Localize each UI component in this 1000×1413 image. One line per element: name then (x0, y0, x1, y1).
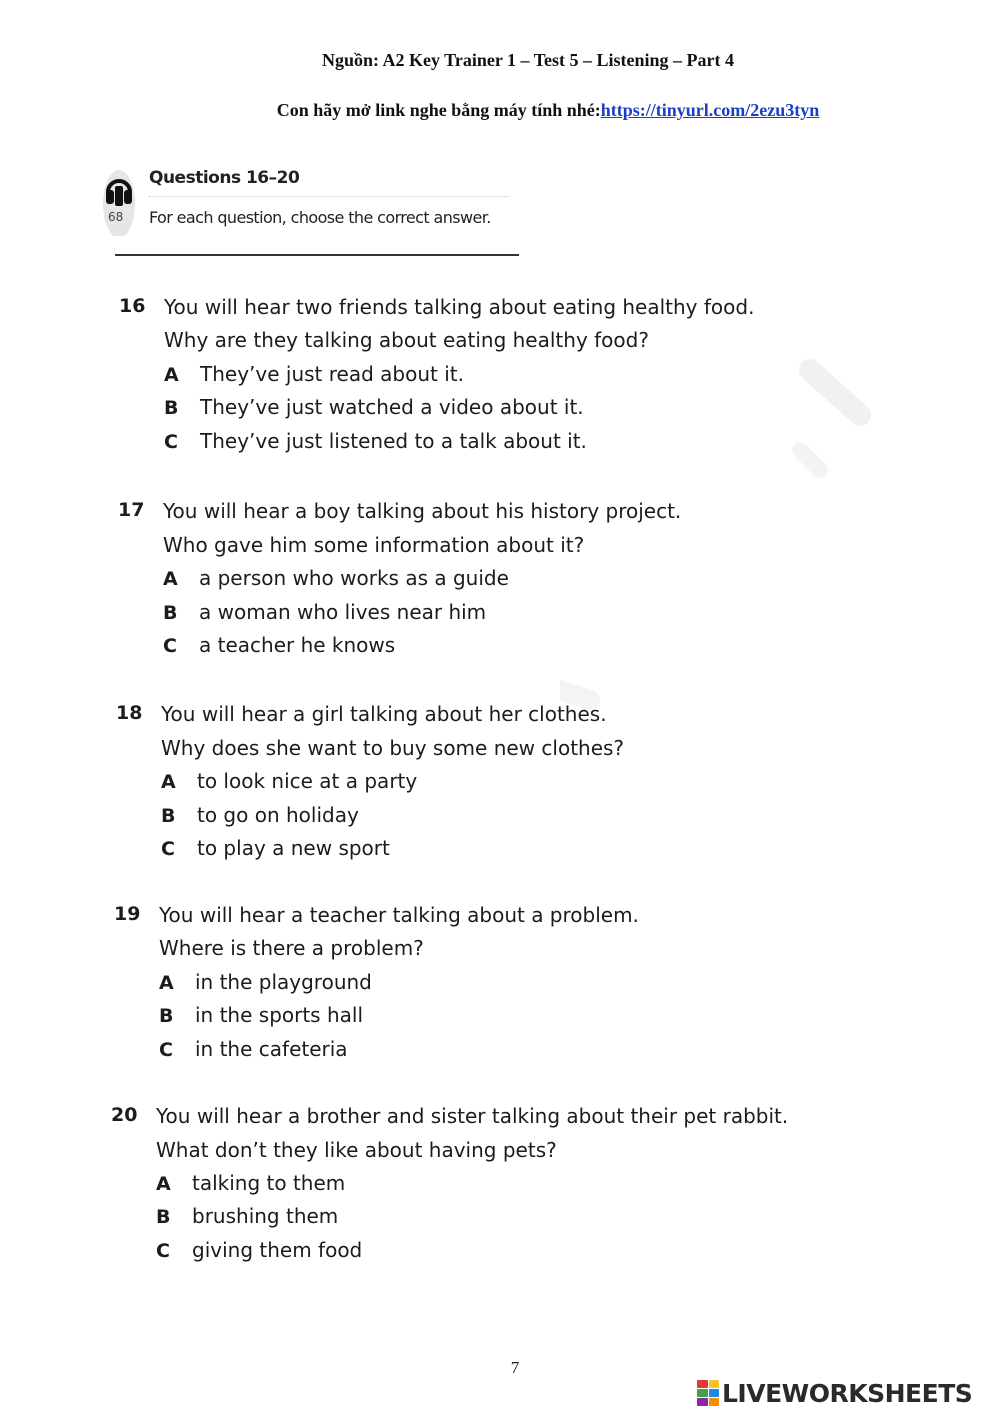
option-letter: A (163, 568, 178, 590)
option-letter: C (164, 431, 178, 453)
option-letter: B (156, 1206, 171, 1228)
section-rule (115, 254, 519, 256)
question-prompt: Who gave him some information about it? (163, 533, 585, 557)
track-number: 68 (108, 210, 124, 224)
option-a[interactable] (156, 1171, 345, 1195)
question-prompt: Why does she want to buy some new clothes? (161, 736, 625, 760)
headphones-icon (103, 166, 135, 236)
listening-instruction (48, 100, 1000, 121)
question-context: You will hear a teacher talking about a problem. (159, 903, 639, 927)
option-letter: C (159, 1039, 173, 1061)
option-b[interactable] (163, 600, 486, 624)
section-header (103, 162, 523, 262)
option-letter: C (156, 1240, 170, 1262)
option-letter: C (163, 635, 177, 657)
brand-name: LIVEWORKSHEETS (722, 1378, 973, 1408)
question-number: 18 (116, 702, 143, 724)
option-c[interactable] (164, 429, 587, 453)
option-a[interactable] (161, 769, 417, 793)
option-letter: A (164, 364, 179, 386)
option-text: They’ve just listened to a talk about it. (200, 429, 587, 453)
option-letter: B (161, 805, 176, 827)
question-number: 17 (118, 499, 145, 521)
question-context: You will hear a girl talking about her clothes. (161, 702, 607, 726)
question-prompt: Where is there a problem? (159, 936, 424, 960)
audio-link[interactable]: https://tinyurl.com/2ezu3tyn (600, 100, 820, 120)
question-number: 19 (114, 903, 141, 925)
section-instruction: For each question, choose the correct answer. (149, 208, 491, 227)
option-b[interactable] (164, 395, 584, 419)
option-text: talking to them (192, 1171, 346, 1195)
question-number: 16 (119, 295, 146, 317)
question-17 (118, 499, 838, 669)
option-a[interactable] (163, 566, 509, 590)
question-context: You will hear a boy talking about his history project. (163, 499, 682, 523)
option-text: a person who works as a guide (199, 566, 509, 590)
option-c[interactable] (161, 836, 390, 860)
option-a[interactable] (159, 970, 372, 994)
question-20 (111, 1104, 901, 1274)
option-c[interactable] (159, 1037, 348, 1061)
option-text: brushing them (192, 1204, 339, 1228)
option-text: giving them food (192, 1238, 363, 1262)
option-c[interactable] (163, 633, 395, 657)
option-text: to play a new sport (197, 836, 390, 860)
page-number: 7 (510, 1358, 520, 1377)
option-c[interactable] (156, 1238, 362, 1262)
option-letter: B (159, 1005, 174, 1027)
question-number: 20 (111, 1104, 138, 1126)
option-a[interactable] (164, 362, 464, 386)
option-text: a woman who lives near him (199, 600, 487, 624)
option-letter: B (164, 397, 179, 419)
option-letter: B (163, 602, 178, 624)
option-text: to look nice at a party (197, 769, 418, 793)
divider (149, 196, 509, 197)
option-letter: A (156, 1173, 171, 1195)
option-letter: A (159, 972, 174, 994)
option-text: in the cafeteria (195, 1037, 348, 1061)
instruction-prefix: Con hãy mở link nghe bằng máy tính nhé: (276, 100, 601, 120)
option-b[interactable] (156, 1204, 338, 1228)
option-b[interactable] (159, 1003, 363, 1027)
brand-grid-icon (697, 1380, 719, 1406)
option-text: in the playground (195, 970, 372, 994)
question-18 (116, 702, 836, 872)
option-text: a teacher he knows (199, 633, 396, 657)
option-text: to go on holiday (197, 803, 359, 827)
option-b[interactable] (161, 803, 359, 827)
source-line: Nguồn: A2 Key Trainer 1 – Test 5 – Listening – Part 4 (321, 50, 735, 70)
question-context: You will hear two friends talking about eating healthy food. (164, 295, 755, 319)
liveworksheets-logo (697, 1378, 972, 1408)
option-text: in the sports hall (195, 1003, 364, 1027)
section-title: Questions 16–20 (149, 168, 300, 188)
question-19 (114, 903, 834, 1073)
option-text: They’ve just watched a video about it. (200, 395, 584, 419)
question-prompt: What don’t they like about having pets? (156, 1138, 557, 1162)
option-text: They’ve just read about it. (200, 362, 464, 386)
option-letter: C (161, 838, 175, 860)
question-16 (119, 295, 839, 465)
question-prompt: Why are they talking about eating healthy food? (164, 328, 649, 352)
option-letter: A (161, 771, 176, 793)
question-context: You will hear a brother and sister talking about their pet rabbit. (156, 1104, 789, 1128)
